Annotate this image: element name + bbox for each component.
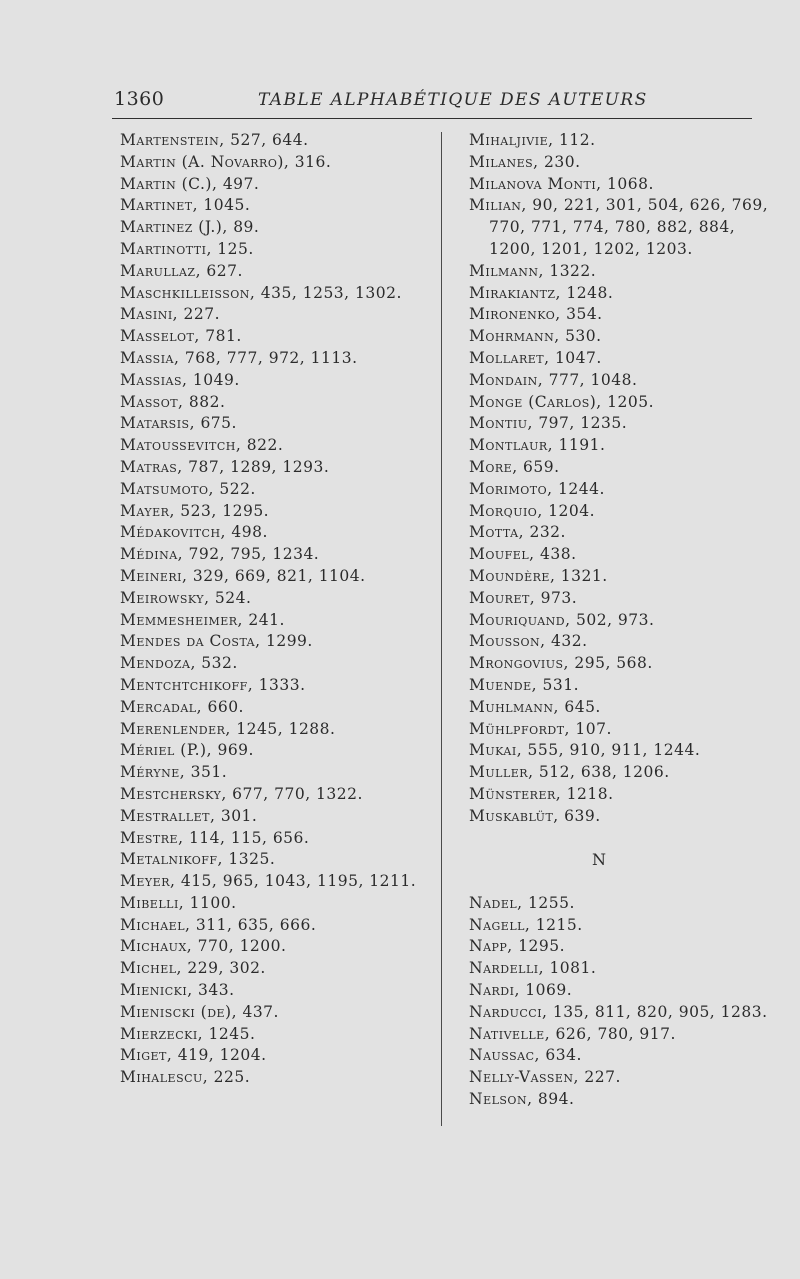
index-entry: Mienicki, 343. bbox=[120, 981, 235, 1000]
running-title: TABLE ALPHABÉTIQUE DES AUTEURS bbox=[258, 90, 648, 110]
index-entry: Martenstein, 527, 644. bbox=[120, 131, 309, 149]
index-entry: Mohrmann, 530. bbox=[469, 327, 602, 346]
index-entry: Münsterer, 1218. bbox=[469, 784, 614, 803]
index-entry: Mihalescu, 225. bbox=[120, 1068, 251, 1087]
index-entry: Monge (Carlos), 1205. bbox=[469, 392, 655, 411]
index-entry: Martin (A. Novarro), 316. bbox=[120, 152, 332, 171]
index-entry: Mukai, 555, 910, 911, 1244. bbox=[469, 741, 701, 760]
index-entry: Mouret, 973. bbox=[469, 588, 578, 607]
index-entry: Massot, 882. bbox=[120, 392, 226, 411]
index-entry: Mihaljivie, 112. bbox=[469, 131, 596, 149]
index-entry: Mondain, 777, 1048. bbox=[469, 370, 638, 389]
index-entry: Méryne, 351. bbox=[120, 763, 228, 782]
index-entry: Mirakiantz, 1248. bbox=[469, 283, 614, 302]
index-entry: Mestrallet, 301. bbox=[120, 806, 258, 825]
index-entry: Mousson, 432. bbox=[469, 632, 588, 651]
index-entry: Muskablüt, 639. bbox=[469, 806, 601, 825]
index-entry: Nardelli, 1081. bbox=[469, 959, 597, 978]
index-entry: Matoussevitch, 822. bbox=[120, 436, 284, 455]
index-entry: Milmann, 1322. bbox=[469, 261, 597, 280]
header-rule bbox=[112, 118, 752, 119]
index-entry: Meineri, 329, 669, 821, 1104. bbox=[120, 566, 366, 585]
index-entry: Montlaur, 1191. bbox=[469, 436, 606, 455]
index-entry: Milanova Monti, 1068. bbox=[469, 174, 654, 193]
index-entry: Naussac, 634. bbox=[469, 1046, 582, 1065]
index-entry: Milanes, 230. bbox=[469, 152, 581, 171]
index-entry: Michaux, 770, 1200. bbox=[120, 937, 287, 956]
index-entry: Michael, 311, 635, 666. bbox=[120, 915, 317, 934]
index-entry: Michel, 229, 302. bbox=[120, 959, 266, 978]
index-entry: More, 659. bbox=[469, 457, 560, 476]
index-entry: Memmesheimer, 241. bbox=[120, 610, 285, 629]
index-entry: Martinet, 1045. bbox=[120, 196, 251, 215]
index-entry: Morimoto, 1244. bbox=[469, 479, 605, 498]
index-entry: Mestchersky, 677, 770, 1322. bbox=[120, 784, 363, 803]
index-entry: Médina, 792, 795, 1234. bbox=[120, 545, 320, 564]
section-letter-heading: N bbox=[592, 850, 606, 870]
page-number: 1360 bbox=[114, 88, 165, 110]
index-entry: Nagell, 1215. bbox=[469, 915, 583, 934]
index-entry: Miget, 419, 1204. bbox=[120, 1046, 267, 1065]
index-entry: Mühlpfordt, 107. bbox=[469, 719, 612, 738]
index-entry: Mendoza, 532. bbox=[120, 654, 238, 673]
index-entry: Muller, 512, 638, 1206. bbox=[469, 763, 670, 782]
index-entry: Narducci, 135, 811, 820, 905, 1283. bbox=[469, 1002, 768, 1021]
index-entry: Mibelli, 1100. bbox=[120, 893, 237, 912]
column-divider bbox=[441, 132, 442, 1126]
index-entry: Mendes da Costa, 1299. bbox=[120, 632, 313, 651]
index-entry: Maschkilleisson, 435, 1253, 1302. bbox=[120, 283, 402, 302]
index-entry: Meirowsky, 524. bbox=[120, 588, 252, 607]
index-entry: Mrongovius, 295, 568. bbox=[469, 654, 653, 673]
index-entry: Martin (C.), 497. bbox=[120, 174, 260, 193]
section-spacer bbox=[469, 828, 769, 850]
index-entry: Montiu, 797, 1235. bbox=[469, 414, 628, 433]
index-entry: Marullaz, 627. bbox=[120, 261, 243, 280]
index-entry: Mercadal, 660. bbox=[120, 697, 244, 716]
index-entry: Mentchtchikoff, 1333. bbox=[120, 675, 306, 694]
index-entry: Mollaret, 1047. bbox=[469, 348, 602, 367]
section-spacer bbox=[469, 871, 769, 893]
index-entry: Masini, 227. bbox=[120, 305, 221, 324]
index-entry: Matsumoto, 522. bbox=[120, 479, 256, 498]
index-entry: Matras, 787, 1289, 1293. bbox=[120, 457, 330, 476]
index-entry: Matarsis, 675. bbox=[120, 414, 237, 433]
index-entry: Motta, 232. bbox=[469, 523, 566, 542]
index-entry: Mieniscki (de), 437. bbox=[120, 1002, 279, 1021]
index-entry: Mestre, 114, 115, 656. bbox=[120, 828, 310, 847]
index-entry: Mouriquand, 502, 973. bbox=[469, 610, 655, 629]
index-entry: Milian, 90, 221, 301, 504, 626, 769, 770, 771, 774, 780, 882, 884, 1200, 1201, 1202, 1203. bbox=[469, 196, 769, 258]
index-entry: Massia, 768, 777, 972, 1113. bbox=[120, 348, 358, 367]
index-entry: Moufel, 438. bbox=[469, 545, 577, 564]
index-entry: Masselot, 781. bbox=[120, 327, 242, 346]
index-entry: Mériel (P.), 969. bbox=[120, 741, 254, 760]
index-entry: Meyer, 415, 965, 1043, 1195, 1211. bbox=[120, 872, 417, 891]
index-entry: Nelly-Vassen, 227. bbox=[469, 1068, 621, 1087]
index-entry: Mayer, 523, 1295. bbox=[120, 501, 270, 520]
index-entry: Morquio, 1204. bbox=[469, 501, 596, 520]
index-entry: Massias, 1049. bbox=[120, 370, 240, 389]
index-entry: Nardi, 1069. bbox=[469, 981, 573, 1000]
index-entry: Merenlender, 1245, 1288. bbox=[120, 719, 336, 738]
left-column bbox=[120, 130, 438, 1089]
index-entry: Nelson, 894. bbox=[469, 1090, 575, 1109]
index-entry: Mironenko, 354. bbox=[469, 305, 603, 324]
index-entry: Napp, 1295. bbox=[469, 937, 566, 956]
index-entry: Nativelle, 626, 780, 917. bbox=[469, 1024, 676, 1043]
index-entry: Muhlmann, 645. bbox=[469, 697, 601, 716]
index-entry: Martinez (J.), 89. bbox=[120, 218, 260, 237]
index-entry: Metalnikoff, 1325. bbox=[120, 850, 276, 869]
index-entry: Médakovitch, 498. bbox=[120, 523, 268, 542]
index-entry: Nadel, 1255. bbox=[469, 893, 575, 912]
index-entry: Martinotti, 125. bbox=[120, 239, 254, 258]
index-entry: Moundère, 1321. bbox=[469, 566, 608, 585]
index-entry: Mierzecki, 1245. bbox=[120, 1024, 256, 1043]
index-entry: Muende, 531. bbox=[469, 675, 580, 694]
right-column bbox=[469, 130, 769, 1111]
